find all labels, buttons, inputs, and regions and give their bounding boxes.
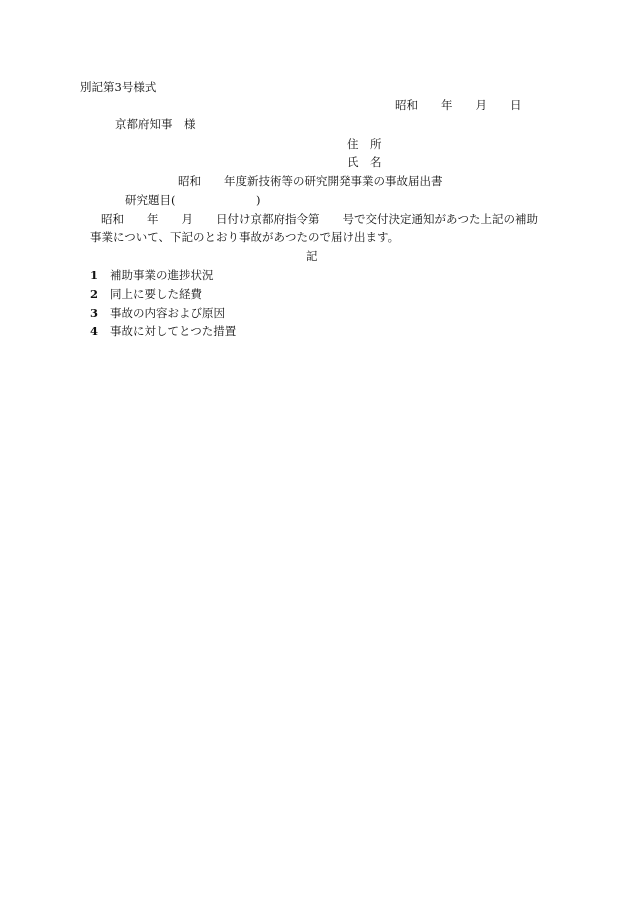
list-item-number: 1 (90, 268, 99, 282)
list-item (90, 268, 214, 282)
body-text-line-2: 事業について、下記のとおり事故があつたので届け出ます。 (90, 230, 400, 244)
list-item-number: 4 (90, 324, 99, 338)
list-item-text: 補助事業の進捗状況 (110, 268, 214, 282)
body-text-line-1: 昭和 年 月 日付け京都府指令第 号で交付決定通知があつた上記の補助 (101, 212, 538, 226)
ki-heading: 記 (306, 249, 318, 263)
name-label: 氏 名 (347, 155, 382, 169)
list-item (90, 287, 202, 301)
list-item-number: 2 (90, 287, 99, 301)
address-label: 住 所 (347, 137, 382, 151)
list-item-text: 事故に対してとつた措置 (110, 324, 237, 338)
list-item-text: 同上に要した経費 (110, 287, 202, 301)
addressee: 京都府知事 様 (115, 117, 196, 131)
document-title: 昭和 年度新技術等の研究開発事業の事故届出書 (178, 174, 443, 188)
list-item-text: 事故の内容および原因 (110, 306, 225, 320)
list-item (90, 324, 236, 338)
date-line: 昭和 年 月 日 (395, 98, 522, 112)
list-item-number: 3 (90, 306, 99, 320)
list-item (90, 306, 225, 320)
form-number: 別記第3号様式 (80, 80, 157, 94)
research-topic: 研究題目( ) (125, 193, 261, 207)
